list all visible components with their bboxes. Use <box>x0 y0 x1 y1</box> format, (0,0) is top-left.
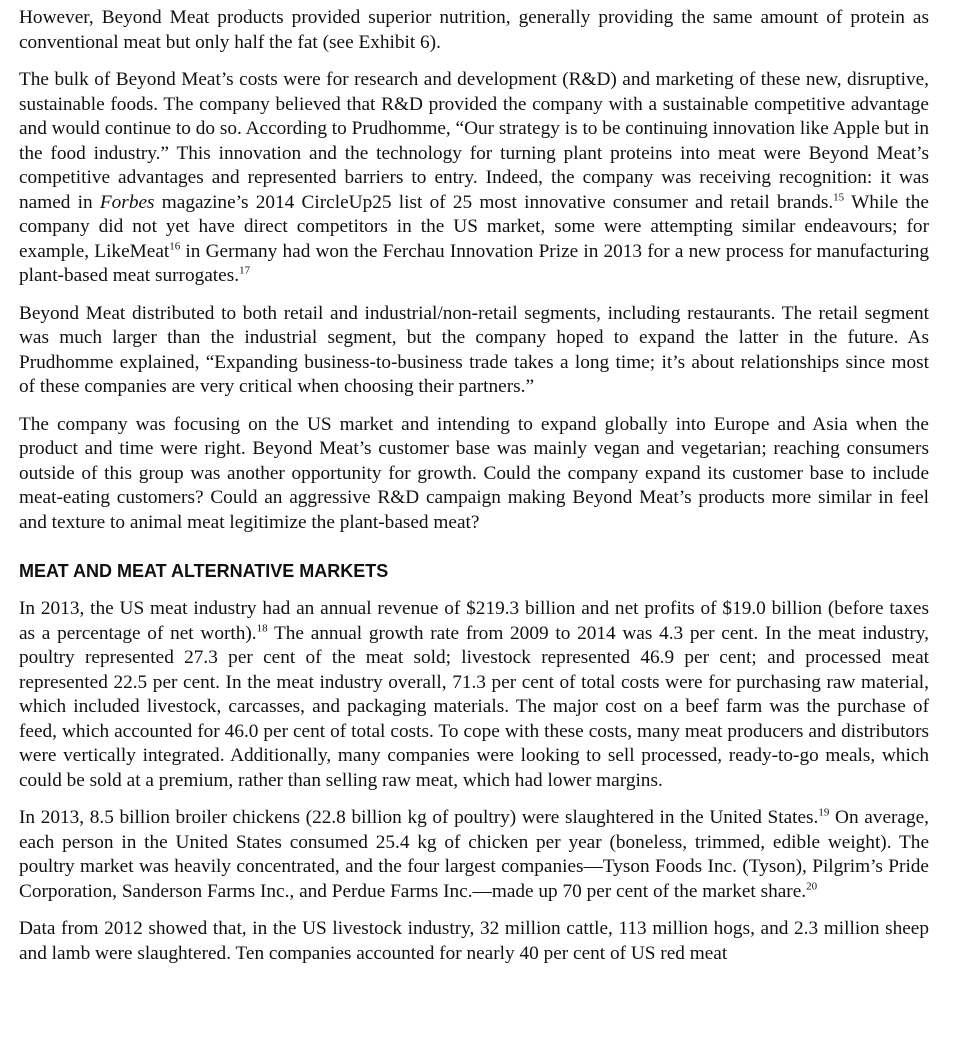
paragraph-nutrition: However, Beyond Meat products provided superior nutrition, generally providing the same amount of protein as conventional meat but only half the fat (see Exhibit 6). <box>19 7 929 53</box>
footnote-ref: 18 <box>256 622 268 635</box>
footnote-ref: 16 <box>169 240 181 253</box>
text-segment: While the company did not yet have direct competitors in the US market, some were attempting similar endeavours; for example, LikeMeat <box>19 191 929 262</box>
italic-publication-name: Forbes <box>99 191 155 213</box>
footnote-ref: 17 <box>239 264 251 277</box>
document-page <box>19 6 929 966</box>
text-segment: On average, each person in the United States consumed 25.4 kg of chicken per year (boneless, trimmed, edible weight). The poultry market was heavily concentrated, and the four largest companies—Tyson Foods Inc. (Tyson), Pilgrim’s Pride Corporation, Sanderson Farms Inc., and Perdue Farms Inc.—made up 70 per cent of the market share. <box>19 807 929 902</box>
text-segment: The bulk of Beyond Meat’s costs were for research and development (R&D) and marketing of these new, disruptive, sustainable foods. The company believed that R&D provided the company with a sustainable competitive advantage and would continue to do so. According to Prudhomme, “Our strategy is to be continuing innovation like Apple but in the food industry.” This innovation and the technology for turning plant proteins into meat were Beyond Meat’s competitive advantages and represented barriers to entry. Indeed, the company was receiving recognition: it was named in <box>19 69 929 213</box>
paragraph-distribution: Beyond Meat distributed to both retail and industrial/non-retail segments, including restaurants. The retail segment was much larger than the industrial segment, but the company hoped to expand the latter in the future. As Prudhomme explained, “Expanding business-to-business trade takes a long time; it’s about relationships since most of these companies are very critical when choosing their partners.” <box>19 302 929 397</box>
section-heading: MEAT AND MEAT ALTERNATIVE MARKETS <box>19 561 389 581</box>
footnote-ref: 15 <box>833 191 845 204</box>
footnote-ref: 19 <box>818 806 830 819</box>
footnote-ref: 20 <box>806 880 818 893</box>
text-segment: magazine’s 2014 CircleUp25 list of 25 most innovative consumer and retail brands. <box>154 191 834 213</box>
paragraph-rnd-costs <box>19 68 929 289</box>
text-segment: In 2013, the US meat industry had an annual revenue of $219.3 billion and net profits of $19.0 billion (before taxes as a percentage of net worth). <box>19 598 929 644</box>
paragraph-market-focus: The company was focusing on the US market and intending to expand globally into Europe and Asia when the product and time were right. Beyond Meat’s customer base was mainly vegan and vegetarian; reaching consumers outside of this group was another opportunity for growth. Could the company expand its customer base to include meat-eating customers? Could an aggressive R&D campaign making Beyond Meat’s products more similar in feel and texture to animal meat legitimize the plant-based meat? <box>19 413 929 533</box>
text-segment: In 2013, 8.5 billion broiler chickens (22.8 billion kg of poultry) were slaughtered in the United States. <box>19 807 819 828</box>
paragraph-poultry <box>19 806 929 904</box>
text-segment: The annual growth rate from 2009 to 2014 was 4.3 per cent. In the meat industry, poultry represented 27.3 per cent of the meat sold; livestock represented 46.9 per cent; and processed meat represented 22.5 per cent. In the meat industry overall, 71.3 per cent of total costs were for purchasing raw material, which included livestock, carcasses, and packaging materials. The major cost on a beef farm was the purchase of feed, which accounted for 46.0 per cent of total costs. To cope with these costs, many meat producers and distributors were vertically integrated. Additionally, many companies were looking to sell processed, ready-to-go meals, which could be sold at a premium, rather than selling raw meat, which had lower margins. <box>19 622 929 791</box>
text-segment: in Germany had won the Ferchau Innovation Prize in 2013 for a new process for manufacturing plant-based meat surrogates. <box>19 240 929 286</box>
paragraph-livestock: Data from 2012 showed that, in the US livestock industry, 32 million cattle, 113 million hogs, and 2.3 million sheep and lamb were slaughtered. Ten companies accounted for nearly 40 per cent of US red meat <box>19 918 929 964</box>
paragraph-meat-industry <box>19 597 929 793</box>
